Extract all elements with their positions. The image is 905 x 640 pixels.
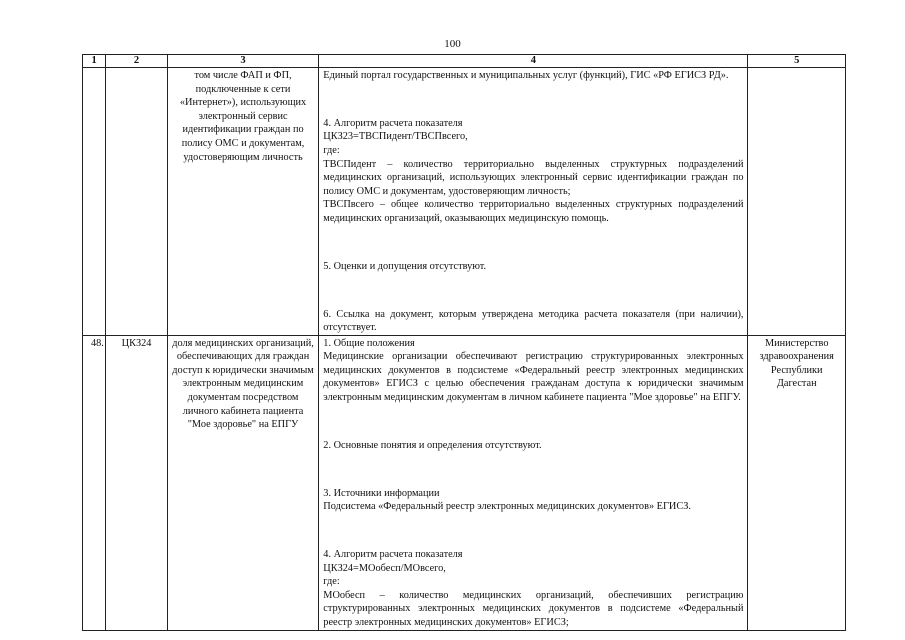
row-number-cell (83, 68, 106, 336)
paragraph-gap (323, 524, 743, 538)
methodology-paragraph: 6. Ссылка на документ, которым утверждена методика расчета показателя (при наличии), отсутствует. (323, 308, 744, 334)
methodology-paragraph: ТВСПвсего – общее количество территориально выделенных структурных подразделений медицинских организаций, оказывающих медицинскую помощь. (323, 199, 744, 224)
methodology-paragraph: 2. Основные понятия и определения отсутствуют. (323, 439, 542, 451)
methodology-paragraph: ЦКЗ23=ТВСПидент/ТВСПвсего, (323, 131, 468, 143)
methodology-paragraph: ЦКЗ24=МОобесп/МОвсего, (323, 562, 446, 574)
methodology-paragraph: МОобесп – количество медицинских организаций, обеспечивших регистрацию структурированных электронных медицинских документов в подсистеме «Федеральный реестр электронных медицинских документов» ЕГИСЗ; (323, 589, 744, 628)
page-number: 100 (444, 38, 461, 50)
methodology-paragraph: 1. Общие положения (323, 337, 415, 349)
indicator-name-cell: доля медицинских организаций, обеспечивающих для граждан доступ к юридически значимым электронным медицинским документам посредством личного кабинета пациента "Мое здоровье" на ЕПГУ (167, 335, 319, 630)
methodology-paragraph: ТВСПидент – количество территориально выделенных структурных подразделений медицинских организаций, использующих электронный сервис идентификации граждан по полису ОМС и документам, удостоверяющим личность; (323, 158, 744, 197)
methodology-cell (319, 68, 748, 336)
paragraph-gap (323, 463, 743, 477)
methodology-paragraph: 4. Алгоритм расчета показателя (323, 549, 463, 560)
table-row-48 (83, 335, 846, 630)
paragraph-gap (323, 93, 743, 107)
row-number-cell: 48. (83, 335, 106, 630)
column-header-3: 3 (167, 55, 319, 68)
column-header-4: 4 (319, 55, 748, 68)
paragraph-gap (323, 284, 743, 298)
methodology-paragraph: Единый портал государственных и муниципальных услуг (функций), ГИС «РФ ЕГИСЗ РД». (323, 70, 729, 81)
methodology-paragraph: где: (323, 144, 340, 156)
column-header-5: 5 (748, 55, 846, 68)
methodology-paragraph: Подсистема «Федеральный реестр электронных медицинских документов» ЕГИСЗ. (323, 501, 691, 513)
methodology-paragraph: где: (323, 576, 340, 588)
methodology-paragraph: Медицинские организации обеспечивают регистрацию структурированных электронных медицинских документов в подсистеме «Федеральный реестр электронных медицинских документов» ЕГИСЗ с целью обеспечения гражданам доступа к юридически значимым электронным медицинским документам в личном кабинете пациента "Мое здоровье" на ЕПГУ. (323, 351, 744, 404)
indicator-table (82, 54, 846, 631)
paragraph-gap (323, 236, 743, 250)
methodology-paragraph: 3. Источники информации (323, 487, 440, 499)
paragraph-gap (323, 415, 743, 429)
responsible-cell (748, 68, 846, 336)
indicator-code-cell: ЦКЗ24 (106, 335, 167, 630)
indicator-code-cell (106, 68, 167, 336)
methodology-cell (319, 335, 748, 630)
header-row (83, 55, 846, 68)
methodology-paragraph: 4. Алгоритм расчета показателя (323, 117, 463, 129)
column-header-2: 2 (106, 55, 167, 68)
table-row-continuation (83, 68, 846, 336)
methodology-paragraph: 5. Оценки и допущения отсутствуют. (323, 260, 487, 272)
column-header-1: 1 (83, 55, 106, 68)
indicator-name-cell: том числе ФАП и ФП, подключенные к сети «Интернет»), использующих электронный сервис идентификации граждан по полису ОМС и документам, удостоверяющим личность (167, 68, 319, 336)
responsible-cell: Министерство здравоохранения Республики Дагестан (748, 335, 846, 630)
